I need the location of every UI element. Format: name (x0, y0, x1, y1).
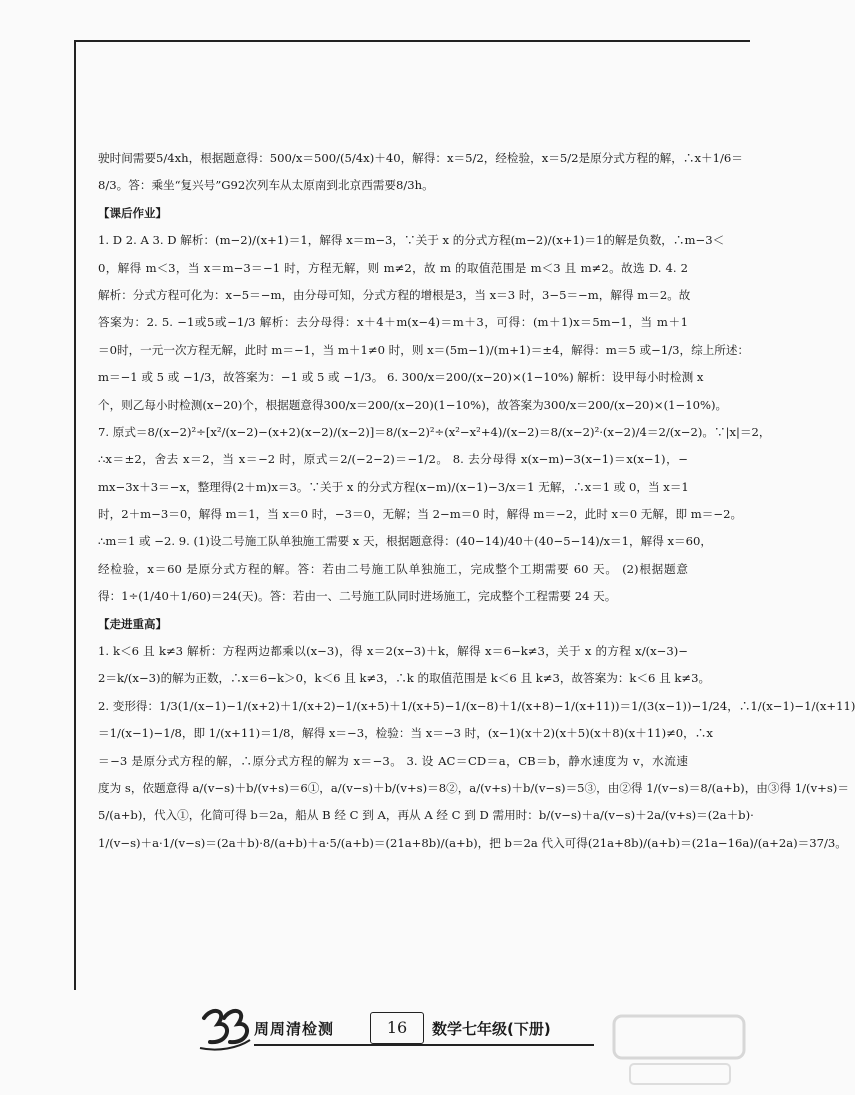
advanced-line: ＝1/(x−1)−1/8，即 1/(x+11)＝1/8，解得 x＝−3，检验：当 x＝−3 时，(x−1)(x＋2)(x＋5)(x＋8)(x＋11)≠0，∴x (98, 726, 713, 741)
homework-line: 得：1÷(1/40＋1/60)＝24(天)。答：若由一、二号施工队同时进场施工，完成整个工程需要 24 天。 (98, 589, 617, 604)
homework-line: 个，则乙每小时检测(x−20)个，根据题意得300/x＝200/(x−20)(1−10%)，故答案为300/x＝200/(x−20)×(1−10%)。 (98, 397, 728, 412)
left-rule (74, 40, 76, 990)
footer-brand: 周周清检测 (254, 1020, 335, 1038)
advanced-line: 2＝k/(x−3)的解为正数，∴x＝6−k＞0，k＜6 且 k≠3，∴k 的取值范围是 k＜6 且 k≠3，故答案为：k＜6 且 k≠3。 (98, 671, 711, 686)
homework-line: 解析：分式方程可化为：x−5＝−m，由分母可知，分式方程的增根是3，当 x＝3 时，3−5＝−m，解得 m＝2。故 (98, 287, 691, 302)
intro-line: 驶时间需要5/4xh，根据题意得：500/x＝500/(5/4x)＋40，解得：x＝5/2，经检验，x＝5/2是原分式方程的解，∴x＋1/6＝ (98, 151, 743, 165)
answer-content (98, 145, 855, 857)
homework-line: 时，2＋m−3＝0，解得 m＝1，当 x＝0 时，−3＝0，无解；当 2−m＝0 时，解得 m＝−2，此时 x＝0 无解，即 m＝−2。 (98, 507, 743, 522)
top-rule (74, 40, 750, 42)
homework-line: 7. 原式＝8/(x−2)²÷[x²/(x−2)−(x+2)(x−2)/(x−2)]＝8/(x−2)²÷(x²−x²+4)/(x−2)＝8/(x−2)²·(x−2)/4＝2/(x−2)。∵|x|＝2， (98, 424, 771, 439)
homework-line: m＝−1 或 5 或 −1/3，故答案为：−1 或 5 或 −1/3。 6. 300/x＝200/(x−20)×(1−10%) 解析：设甲每小时检测 x (98, 370, 704, 385)
advanced-line: 度为 s，依题意得 a/(v−s)＋b/(v+s)＝6①，a/(v−s)＋b/(v+s)＝8②，a/(v+s)＋b/(v−s)＝5③，由②得 1/(v−s)＝8/(a+b)，由③得 1/(v+s)＝ (98, 780, 849, 795)
advanced-line: ＝−3 是原分式方程的解，∴原分式方程的解为 x＝−3。 3. 设 AC＝CD＝a，CB＝b，静水速度为 v，水流速 (98, 753, 688, 768)
watermark-logo-icon (610, 1010, 750, 1090)
advanced-line: 1/(v−s)＋a·1/(v−s)＝(2a＋b)·8/(a+b)＋a·5/(a+b)＝(21a+8b)/(a+b)，把 b＝2a 代入可得(21a+8b)/(a+b)＝(21a−16a)/(a+2a)＝37/3。 (98, 835, 847, 850)
homework-line: 1. D 2. A 3. D 解析：(m−2)/(x+1)＝1，解得 x＝m−3，∵关于 x 的分式方程(m−2)/(x+1)＝1的解是负数，∴m−3＜ (98, 233, 725, 248)
intro-block (98, 145, 743, 200)
homework-line: ∴m＝1 或 −2. 9. (1)设二号施工队单独施工需要 x 天，根据题意得：(40−14)/40＋(40−5−14)/x＝1，解得 x＝60， (98, 534, 712, 549)
homework-line: 经检验，x＝60 是原分式方程的解。答：若由二号施工队单独施工，完成整个工期需要 60 天。 (2)根据题意 (98, 561, 688, 576)
footer-book-title: 数学七年级(下册) (432, 1020, 551, 1038)
homework-line: mx−3x＋3＝−x，整理得(2＋m)x＝3。∵关于 x 的分式方程(x−m)/(x−1)−3/x＝1 无解，∴x＝1 或 0，当 x＝1 (98, 479, 689, 494)
homework-line: ＝0时，一元一次方程无解，此时 m＝−1，当 m＋1≠0 时，则 x＝(5m−1)/(m+1)＝±4，解得：m＝5 或−1/3，综上所述： (98, 342, 750, 357)
page-number: 16 (370, 1012, 424, 1044)
advanced-line: 1. k＜6 且 k≠3 解析：方程两边都乘以(x−3)，得 x＝2(x−3)＋k，解得 x＝6−k≠3，关于 x 的方程 x/(x−3)− (98, 644, 688, 659)
footer-rule (254, 1044, 594, 1046)
advanced-line: 2. 变形得：1/3(1/(x−1)−1/(x+2)＋1/(x+2)−1/(x+5)＋1/(x+5)−1/(x−8)＋1/(x+8)−1/(x+11))＝1/(3(x−1))−1/24，∴1/(x−1)−1/(x+11) (98, 698, 855, 713)
homework-line: ∴x＝±2，舍去 x＝2，当 x＝−2 时，原式＝2/(−2−2)＝−1/2。 8. 去分母得 x(x−m)−3(x−1)＝x(x−1)，− (98, 452, 688, 467)
section-heading-advanced: 【走进重高】 (98, 616, 167, 631)
advanced-line: 5/(a+b)，代入①，化简可得 b＝2a，船从 B 经 C 到 A，再从 A 经 C 到 D 需用时：b/(v−s)＋a/(v−s)＋2a/(v+s)＝(2a＋b)· (98, 808, 754, 823)
advanced-block (98, 638, 855, 857)
homework-block (98, 227, 771, 610)
homework-line: 0，解得 m＜3，当 x＝m−3＝−1 时，方程无解，则 m≠2，故 m 的取值范围是 m＜3 且 m≠2。故选 D. 4. 2 (98, 260, 688, 275)
homework-line: 答案为：2. 5. −1或5或−1/3 解析：去分母得：x＋4＋m(x−4)＝m＋3，可得：(m＋1)x＝5m−1，当 m＋1 (98, 315, 688, 330)
logo-icon (198, 1004, 252, 1054)
intro-line: 8/3。答：乘坐“复兴号”G92次列车从太原南到北京西需要8/3h。 (98, 178, 434, 193)
section-heading-homework: 【课后作业】 (98, 205, 167, 220)
page-footer (198, 1000, 598, 1060)
